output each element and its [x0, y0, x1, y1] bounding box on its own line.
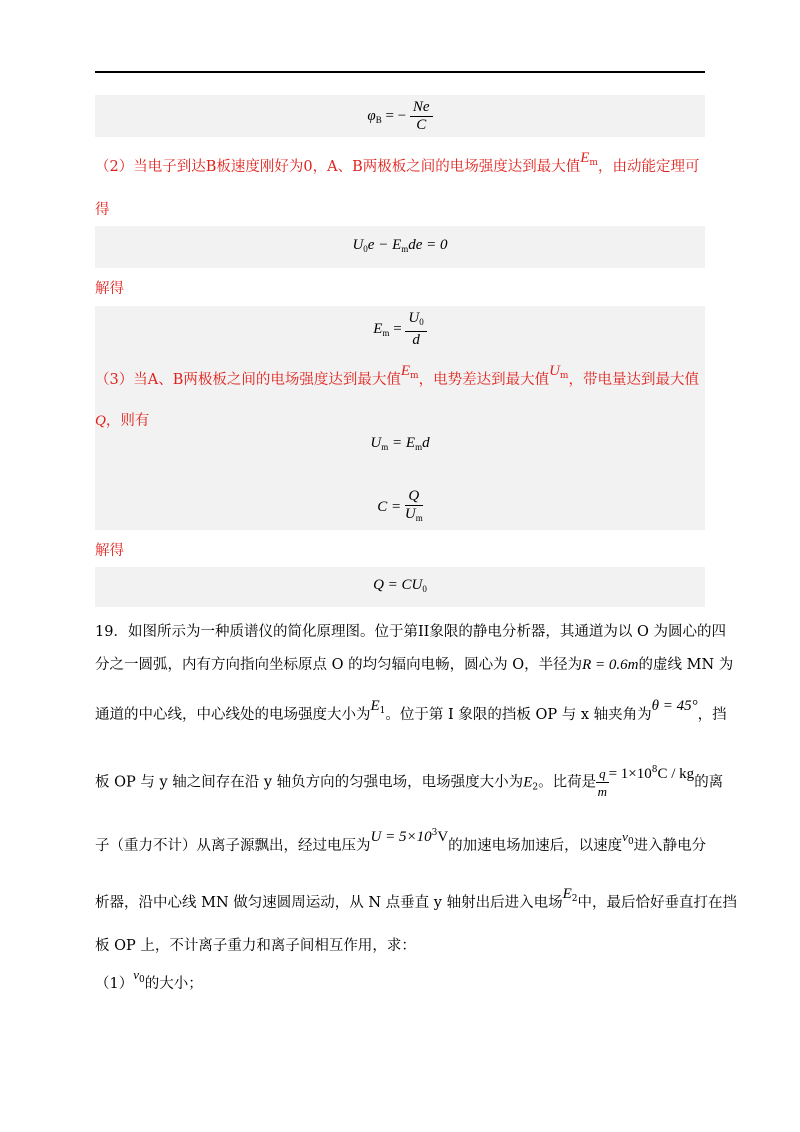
q19-subquestion-1: $(1)v^0$的大小；	[95, 967, 203, 992]
equation-box-phiB	[95, 95, 705, 137]
part3-text-cont: Q，则有	[95, 413, 150, 429]
equation-Q: $Q = CU_0$	[373, 577, 427, 594]
q19-line1: 19．如图所示为一种质谱仪的简化原理图。位于第II象限的静电分析器，其通道为以 O 为圆心的四	[95, 624, 727, 640]
equation-box-Q	[95, 567, 705, 607]
header-rule	[95, 71, 705, 73]
q19-line4: 板 OP 与 y 轴之间存在沿 y 轴负方向的匀强电场，电场强度大小为$E_2$。比荷是 $\frac{q}{m}$ = $1\times 10^8C$ / kg的离	[95, 764, 724, 799]
part2-text-cont: 得	[95, 202, 110, 218]
part2-text: （2）当电子到达B板速度刚好为0，A、B两极板之间的电场强度达到最大值$E^m$，由动能定理可	[95, 150, 700, 175]
equation-Em: $E_m$ = $\frac{U_0}{d}$	[95, 310, 705, 349]
part3-text: （3）当A、B两极板之间的电场强度达到最大值$E^m$，电势差达到最大值$U^m$，带电量达到最大值	[95, 363, 699, 388]
q19-line6: 析器，沿中心线 MN 做匀速圆周运动，从 N 点垂直 y 轴射出后进入电场$E^2$中，最后恰好垂直打在挡	[95, 886, 737, 911]
q19-line2: 分之一圆弧，内有方向指向坐标原点 O 的均匀辐向电畅，圆心为 O，半径为R = 0.6m的虚线 MN 为	[95, 657, 734, 673]
equation-box-energy	[95, 226, 705, 268]
equation-Um: $U_m = E_md$	[370, 435, 430, 452]
equation-energy: $U_0e - E_mde = 0$	[352, 237, 448, 254]
q19-line3: 通道的中心线，中心线处的电场强度大小为$E^1$。位于第 I 象限的挡板 OP 与 x 轴夹角为θ = 45°，挡	[95, 698, 727, 723]
solve-label-2: 解得	[95, 543, 124, 559]
q19-line7: 板 OP 上，不计离子重力和离子间相互作用，求：	[95, 938, 416, 954]
q19-line5: 子（重力不计）从离子源飘出，经过电压为$U = 5\times 10^3V$的加速电场加速后，以速度$v^0$进入静电分	[95, 828, 707, 854]
equation-phiB: $\varphi_B$ = − $\frac{Ne}{C}$	[95, 99, 705, 134]
equation-C: C = $\frac{Q}{U_m}$	[377, 488, 423, 523]
solve-label-1: 解得	[95, 281, 124, 297]
